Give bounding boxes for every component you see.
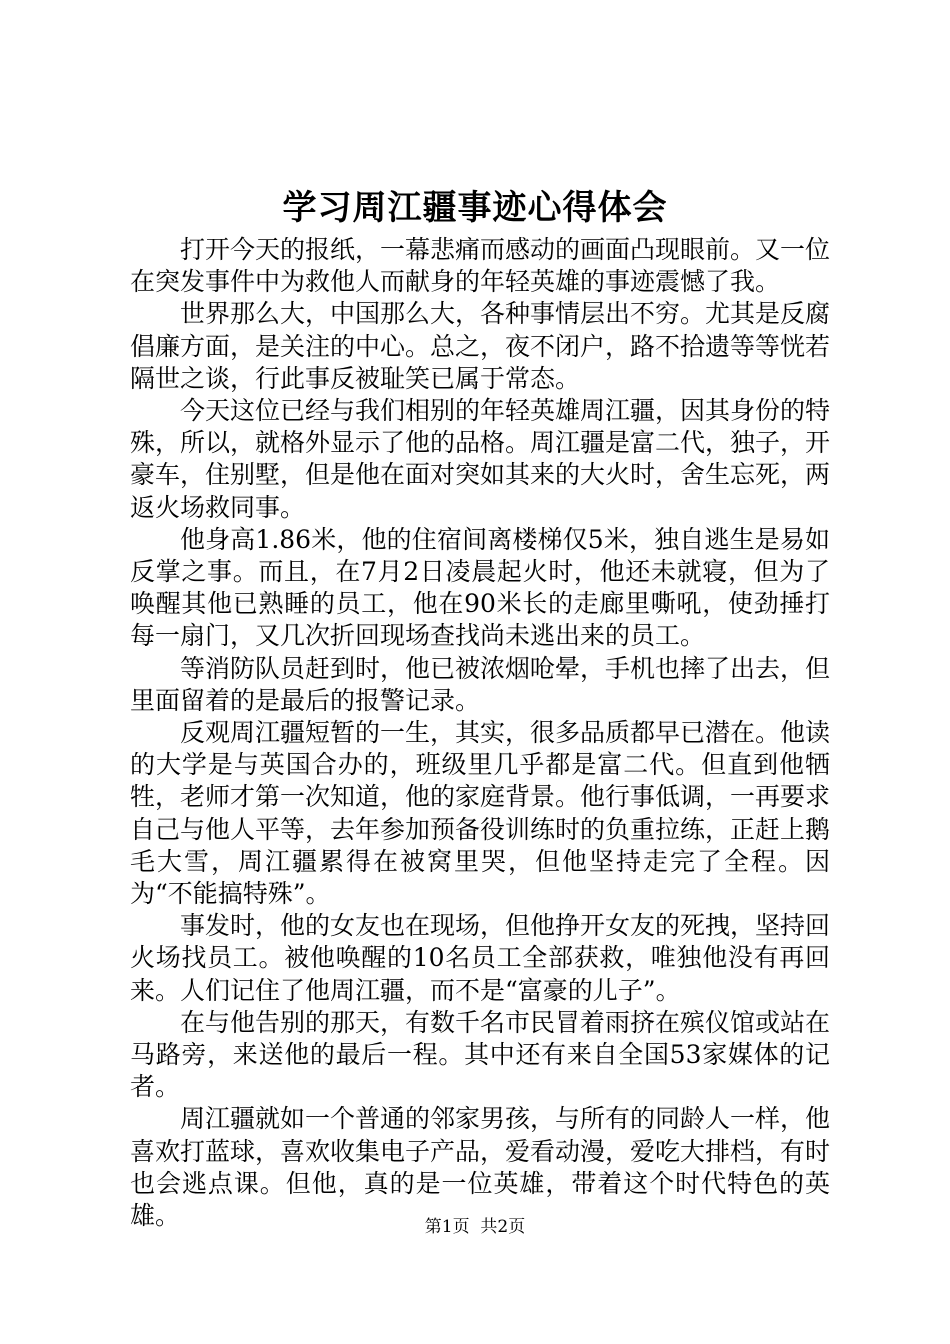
- paragraph: 今天这位已经与我们相别的年轻英雄周江疆，因其身份的特殊，所以，就格外显示了他的品格。周江疆是富二代，独子，开豪车，住别墅，但是他在面对突如其来的大火时，舍生忘死，两返火场救同事。: [130, 396, 831, 522]
- document-title: 学习周江疆事迹心得体会: [282, 188, 668, 228]
- paragraph: 他身高1.86米，他的住宿间离楼梯仅5米，独自逃生是易如反掌之事。而且，在7月2日凌晨起火时，他还未就寝，但为了唤醒其他已熟睡的员工，他在90米长的走廊里嘶吼，使劲捶打每一扇门，又几次折回现场查找尚未逃出来的员工。: [130, 524, 830, 651]
- paragraph: 打开今天的报纸，一幕悲痛而感动的画面凸现眼前。又一位在突发事件中为救他人而献身的年轻英雄的事迹震憾了我。: [130, 235, 831, 297]
- paragraph: 周江疆就如一个普通的邻家男孩，与所有的同龄人一样，他喜欢打蓝球，喜欢收集电子产品，爱看动漫，爱吃大排档，有时也会逃点课。但他，真的是一位英雄，带着这个时代特色的英雄。: [130, 1104, 831, 1231]
- paragraph: 反观周江疆短暂的一生，其实，很多品质都早已潜在。他读的大学是与英国合办的，班级里几乎都是富二代。但直到他牺牲，老师才第一次知道，他的家庭背景。他行事低调，一再要求自己与他人平等，去年参加预备役训练时的负重拉练，正赶上鹅毛大雪，周江疆累得在被窝里哭，但他坚持走完了全程。因为“不能搞特殊”。: [130, 718, 831, 909]
- paragraph: 世界那么大，中国那么大，各种事情层出不穷。尤其是反腐倡廉方面，是关注的中心。总之，夜不闭户，路不拾遗等等恍若隔世之谈，行此事反被耻笑已属于常态。: [130, 299, 831, 393]
- paragraph: 事发时，他的女友也在现场，但他挣开女友的死拽，坚持回火场找员工。被他唤醒的10名员工全部获救，唯独他没有再回来。人们记住了他周江疆，而不是“富豪的儿子”。: [130, 911, 831, 1005]
- page-number-footer: 第1页 共2页: [424, 1217, 526, 1237]
- paragraph: 在与他告别的那天，有数千名市民冒着雨挤在殡仪馆或站在马路旁，来送他的最后一程。其中还有来自全国53家媒体的记者。: [130, 1007, 831, 1102]
- document-body: [130, 234, 830, 1232]
- paragraph: 等消防队员赶到时，他已被浓烟呛晕，手机也摔了出去，但里面留着的是最后的报警记录。: [130, 653, 831, 715]
